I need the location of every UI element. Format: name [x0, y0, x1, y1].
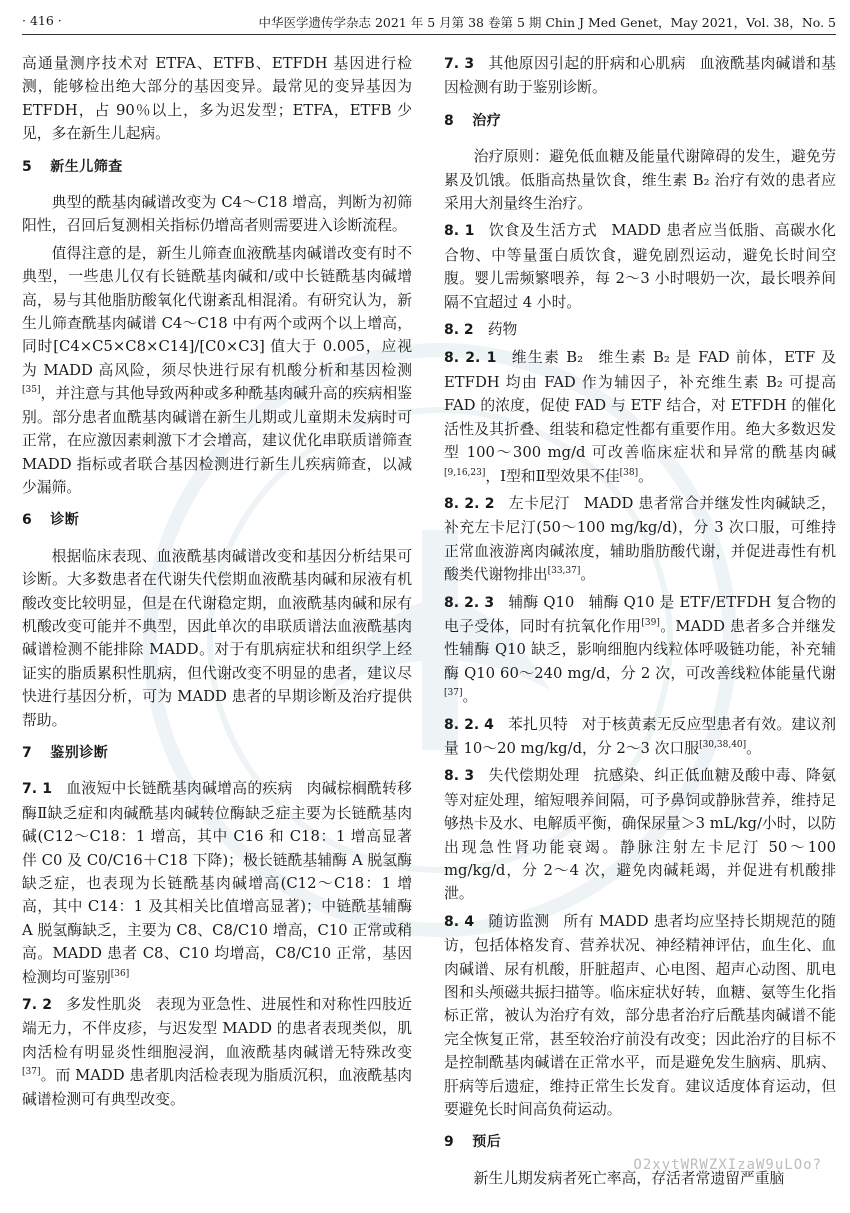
citation-ref: [37]: [444, 688, 463, 699]
paragraph-text: 。: [746, 739, 761, 757]
subsection-title: 药物: [487, 321, 518, 339]
subsection-number: 8. 3: [444, 768, 475, 785]
paragraph-screening-2: [22, 242, 412, 499]
subsection-number: 8. 2. 3: [444, 594, 495, 611]
running-header: [22, 8, 836, 35]
section-7-heading: [22, 742, 412, 765]
subsection-8-2-4: [444, 713, 836, 761]
section-number: 5: [22, 158, 33, 175]
subsection-number: 7. 2: [22, 997, 52, 1014]
subsection-title: 辅酶 Q10: [508, 593, 575, 611]
paragraph-text: 抗感染、纠正低血糖及酸中毒、降氨等对症处理，缩短喂养间隔，可予鼻饲或静脉营养，维持足够热卡及水、电解质平衡，确保尿量＞3 mL/kg/小时，以防出现急性肾功能衰竭。静脉注射左卡尼汀 50～100 mg/kg/d，分 2～4 次，避免肉碱耗竭，并促进有机酸排泄。: [444, 767, 836, 903]
section-number: 6: [22, 512, 33, 529]
subsection-8-4: [444, 910, 836, 1122]
section-number: 9: [444, 1134, 455, 1151]
paragraph-text: 所有 MADD 患者均应坚持长期规范的随访，包括体格发育、营养状况、神经精神评估，血生化、血肉碱谱、尿有机酸，肝脏超声、心电图、超声心动图、肌电图和头颅磁共振扫描等。临床症状好转，血糖、氨等生化指标正常，被认为治疗有效，部分患者治疗后酰基肉碱谱不能完全恢复正常，甚至较治疗前没有改变；因此治疗的目标不是控制酰基肉碱谱在正常水平，而是避免发生脑病、肌病、肝病等后遗症，维持正常生长发育。建议适度体育运动，但要避免长时间高负荷运动。: [444, 912, 836, 1119]
citation-ref: [37]: [22, 1067, 41, 1078]
paragraph-text: 维生素 B₂ 是 FAD 前体，ETF 及 ETFDH 均由 FAD 作为辅因子，补充维生素 B₂ 可提高 FAD 的浓度，促使 FAD 与 ETF 结合，对 ETFDH 的催化活性及其折叠、组装和稳定性都有重要作用。绝大多数迟发型 100～300 mg/d 可改善临床症状和异常的酰基肉碱: [444, 349, 836, 462]
paragraph-gene-testing: 高通量测序技术对 ETFA、ETFB、ETFDH 基因进行检测，能够检出绝大部分的基因变异。最常见的变异基因为 ETFDH，占 90％以上，多为迟发型；ETFA，ETFB 少见，多在新生儿起病。: [22, 55, 412, 143]
section-5-heading: [22, 156, 412, 179]
subsection-title: 多发性肌炎: [65, 996, 142, 1014]
subsection-8-2-3: [444, 591, 836, 709]
subsection-number: 8. 2. 1: [444, 350, 497, 367]
paragraph-text: 。: [462, 688, 478, 706]
section-9-heading: [444, 1131, 836, 1154]
subsection-7-3: [444, 52, 836, 100]
section-title: 鉴别诊断: [50, 744, 109, 761]
subsection-number: 8. 2. 4: [444, 716, 494, 733]
paragraph-text: ，并注意与其他导致两种或多种酰基肉碱升高的疾病相鉴别。部分患者血酰基肉碱谱在新生儿期或儿童期未发病时可正常，在应激因素刺激下才会增高，建议优化串联质谱筛查 MADD 指标或者联合基因检测进行新生儿疾病筛查，以减少漏筛。: [22, 385, 412, 496]
watermark-code: O2xytWRWZXIzaW9uLOo?: [633, 1157, 822, 1173]
paragraph-text: 。: [638, 467, 653, 485]
section-title: 治疗: [472, 112, 502, 129]
section-number: 8: [444, 112, 455, 129]
citation-ref: [39]: [641, 618, 660, 629]
section-title: 预后: [472, 1134, 502, 1151]
page-number: · 416 ·: [22, 13, 62, 28]
subsection-title: 随访监测: [488, 912, 550, 930]
paragraph-text: 。MADD 患者多合并继发性辅酶 Q10 缺乏，影响细胞内线粒体呼吸链功能，补充辅酶 Q10 60～240 mg/d，分 2 次，可改善线粒体能量代谢: [444, 617, 836, 682]
subsection-8-3: [444, 764, 836, 905]
paragraph-screening-1: 典型的酰基肉碱谱改变为 C4～C18 增高，判断为初筛阳性，召回后复测相关指标仍增高者则需要进入诊断流程。: [22, 194, 412, 235]
section-title: 新生儿筛查: [50, 158, 123, 175]
paragraph-text: 值得注意的是，新生儿筛查血液酰基肉碱谱改变有时不典型，一些患儿仅有长链酰基肉碱和/或中长链酰基肉碱增高，易与其他脂肪酸氧化代谢紊乱相混淆。有研究认为，新生儿筛查酰基肉碱谱 C4～C18 中有两个或两个以上增高，同时[C4×C5×C8×C14]/[C0×C3] 值大于 0.005，应视为 MADD 高风险，须尽快进行尿有机酸分析和基因检测: [22, 244, 412, 379]
subsection-title: 血液短中长链酰基肉碱增高的疾病: [65, 780, 293, 798]
citation-ref: [35]: [22, 385, 41, 396]
left-column: [22, 52, 412, 1115]
paragraph-text: 。: [580, 566, 596, 584]
subsection-title: 苯扎贝特: [507, 715, 568, 733]
subsection-number: 8. 4: [444, 913, 475, 930]
paragraph-text: 对于核黄素无反应型患者有效。建议剂量 10～20 mg/kg/d，分 2～3 次口服: [444, 715, 836, 757]
paragraph-text: MADD 患者应当低脂、高碳水化合物、中等量蛋白质饮食，避免剧烈运动，避免长时间空腹。婴儿需频繁喂养，每 2～3 小时喂奶一次，最长喂养间隔不宜超过 4 小时。: [444, 222, 836, 311]
section-number: 7: [22, 744, 33, 761]
subsection-number: 8. 1: [444, 223, 475, 240]
paragraph-text: 血液酰基肉碱谱和基因检测有助于鉴别诊断。: [444, 55, 836, 97]
paragraph-text: 表现为亚急性、进展性和对称性四肢近端无力，不伴皮疹，与迟发型 MADD 的患者表现类似，肌肉活检有明显炎性细胞浸润，血液酰基肉碱谱无特殊改变: [22, 996, 412, 1061]
subsection-8-2-2: [444, 492, 836, 587]
subsection-7-2: [22, 993, 412, 1111]
section-8-heading: [444, 110, 836, 133]
section-title: 诊断: [50, 512, 80, 529]
citation-ref: [33,37]: [547, 566, 581, 577]
section-6-heading: [22, 509, 412, 532]
paragraph-text: 辅酶 Q10 是 ETF/ETFDH 复合物的电子受体，同时有抗氧化作用: [444, 593, 837, 635]
citation-ref: [30,38,40]: [699, 740, 747, 751]
subsection-title: 失代偿期处理: [488, 767, 580, 785]
subsection-title: 其他原因引起的肝病和心肌病: [488, 55, 686, 72]
subsection-8-1: [444, 219, 836, 314]
paragraph-text: 。而 MADD 患者肌肉活检表现为脂质沉积，血液酰基肉碱谱检测可有典型改变。: [22, 1067, 412, 1108]
subsection-title: 饮食及生活方式: [488, 222, 598, 240]
paragraph-text: MADD 患者常合并继发性肉碱缺乏，补充左卡尼汀(50～100 mg/kg/d)，分 3 次口服，可维持正常血液游离肉碱浓度，辅助脂肪酸代谢，并促进毒性有机酸类代谢物排出: [444, 494, 836, 584]
subsection-number: 7. 1: [22, 781, 52, 798]
subsection-8-2-1: [444, 346, 836, 487]
subsection-number: 8. 2: [444, 322, 474, 339]
right-column: [444, 52, 836, 1194]
subsection-title: 维生素 B₂: [510, 349, 584, 367]
subsection-title: 左卡尼汀: [508, 494, 570, 512]
paragraph-treatment-principle: 治疗原则：避免低血糖及能量代谢障碍的发生，避免劳累及饥饿。低脂高热量饮食，维生素 B₂ 治疗有效的患者应采用大剂量终生治疗。: [444, 148, 836, 213]
paragraph-diagnosis: 根据临床表现、血液酰基肉碱谱改变和基因分析结果可诊断。大多数患者在代谢失代偿期血液酰基肉碱和尿液有机酸改变比较明显，但是在代谢稳定期，血液酰基肉碱和尿有机酸改变可能并不典型，因此单次的串联质谱法血液酰基肉碱谱检测不能排除 MADD。对于有肌病症状和组织学上经证实的脂质累积性肌病，但代谢改变不明显的患者，建议尽快进行基因分析，可为 MADD 患者的早期诊断及治疗提供帮助。: [22, 547, 412, 729]
paragraph-text: 肉碱棕榈酰转移酶Ⅱ缺乏症和肉碱酰基肉碱转位酶缺乏症主要为长链酰基肉碱(C12～C18：1 增高，其中 C16 和 C18：1 增高显著伴 C0 及 C0/C16＋C18 下降)；极长链酰基辅酶 A 脱氢酶缺乏症，也表现为长链酰基肉碱增高(C12～C18：1 增高，其中 C14：1 及其相关比值增高显著)；中链酰基辅酶 A 脱氢酶缺乏，主要为 C8、C8/C10 增高，C10 正常或稍高。MADD 患者 C8、C10 均增高，C8/C10 正常，基因检测均可鉴别: [22, 780, 412, 986]
subsection-8-2: [444, 318, 836, 342]
subsection-number: 8. 2. 2: [444, 495, 495, 512]
journal-citation: 中华医学遗传学杂志 2021 年 5 月第 38 卷第 5 期 Chin J Med Genet，May 2021，Vol. 38，No. 5: [258, 15, 836, 30]
paragraph-text: ，Ⅰ型和Ⅱ型效果不佳: [485, 467, 620, 485]
subsection-7-1: [22, 777, 412, 989]
subsection-number: 7. 3: [444, 56, 475, 72]
citation-ref: [36]: [110, 968, 130, 979]
paragraph-prognosis: 新生儿期发病者死亡率高，存活者常遗留严重脑: [473, 1169, 785, 1187]
citation-ref: [9,16,23]: [444, 467, 486, 478]
citation-ref: [38]: [619, 467, 639, 478]
